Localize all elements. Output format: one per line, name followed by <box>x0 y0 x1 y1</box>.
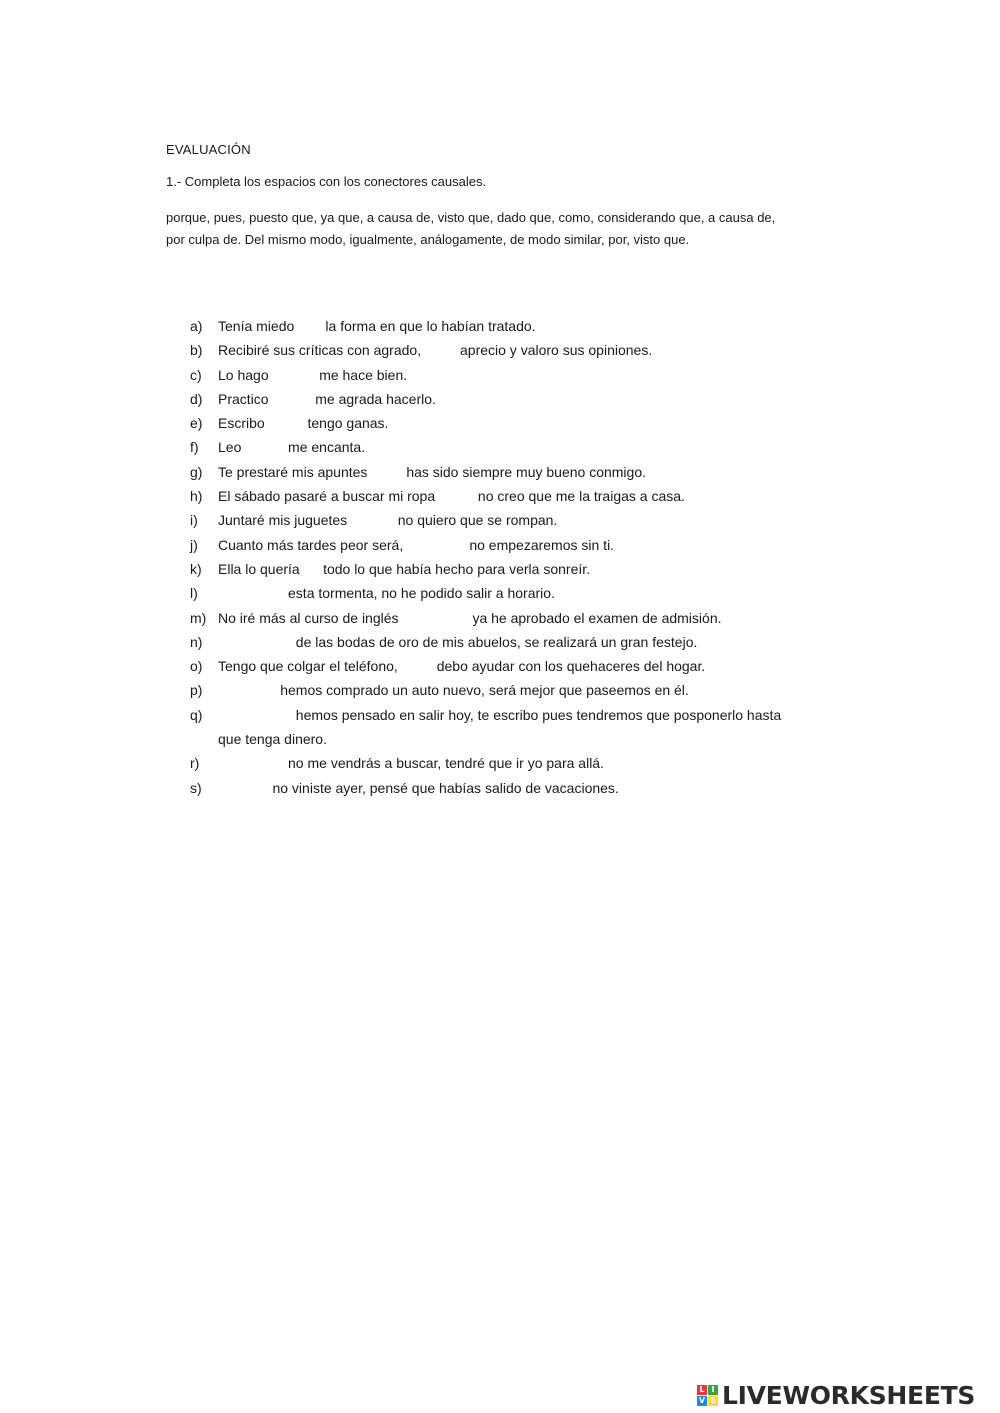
item-text-after: no quiero que se rompan. <box>397 512 558 529</box>
answer-blank[interactable] <box>218 682 280 698</box>
exercise-item <box>190 703 790 752</box>
logo-mark-icon <box>697 1385 718 1406</box>
item-text-after: has sido siempre muy bueno conmigo. <box>406 463 646 480</box>
exercise-item <box>190 411 790 435</box>
answer-blank[interactable] <box>347 512 398 528</box>
item-marker: l) <box>190 585 198 602</box>
exercise-item <box>190 508 790 532</box>
item-marker: q) <box>190 706 203 723</box>
item-marker: s) <box>190 779 202 796</box>
logo-tile: V <box>698 1395 706 1405</box>
item-marker: r) <box>190 755 200 772</box>
logo-tile: I <box>708 1385 718 1395</box>
item-text-after: hemos comprado un auto nuevo, será mejor que paseemos en él. <box>280 682 689 699</box>
item-text-after: esta tormenta, no he podido salir a horario. <box>288 585 555 602</box>
exercise-item <box>190 435 790 459</box>
item-text-before: Tenía miedo <box>218 318 295 334</box>
exercise-item <box>190 581 790 605</box>
item-text-after: no empezaremos sin ti. <box>469 536 615 553</box>
answer-blank[interactable] <box>241 439 288 455</box>
answer-blank[interactable] <box>218 755 288 771</box>
answer-blank[interactable] <box>218 585 288 601</box>
item-text-after: me agrada hacerlo. <box>315 390 436 407</box>
item-marker: e) <box>190 415 203 432</box>
item-text-before: Leo <box>218 439 242 456</box>
exercise-item <box>190 776 790 800</box>
answer-blank[interactable] <box>421 342 460 358</box>
item-text-after: ya he aprobado el examen de admisión. <box>472 609 722 626</box>
item-marker: f) <box>190 439 199 456</box>
answer-blank[interactable] <box>218 707 296 723</box>
answer-blank[interactable] <box>218 634 296 650</box>
item-text-after: la forma en que lo habían tratado. <box>325 318 536 334</box>
exercise-item <box>190 751 790 775</box>
item-marker: n) <box>190 633 203 650</box>
liveworksheets-logo <box>697 1377 975 1413</box>
item-text-before: Lo hago <box>218 366 269 383</box>
exercise-item <box>190 338 790 362</box>
item-marker: p) <box>190 682 203 699</box>
exercise-item <box>190 630 790 654</box>
exercise-item <box>190 557 790 581</box>
item-marker: o) <box>190 658 203 675</box>
item-marker: h) <box>190 488 203 505</box>
item-marker: i) <box>190 512 198 529</box>
answer-blank[interactable] <box>269 391 316 407</box>
exercise-item <box>190 678 790 702</box>
exercise-item <box>190 606 790 630</box>
exercise-item <box>190 387 790 411</box>
item-marker: m) <box>190 609 207 626</box>
answer-blank[interactable] <box>399 610 473 626</box>
item-text-before: No iré más al curso de inglés <box>218 609 399 626</box>
answer-blank[interactable] <box>435 488 478 504</box>
item-text-before: Practico <box>218 390 269 407</box>
answer-blank[interactable] <box>398 658 437 674</box>
item-text-after: debo ayudar con los quehaceres del hogar. <box>436 658 706 675</box>
item-marker: b) <box>190 342 203 359</box>
logo-text: LIVEWORKSHEETS <box>722 1380 976 1410</box>
item-text-after: aprecio y valoro sus opiniones. <box>460 342 653 359</box>
item-text-after: me hace bien. <box>319 366 408 383</box>
item-text-before: El sábado pasaré a buscar mi ropa <box>218 488 436 505</box>
item-text-after: me encanta. <box>288 439 366 456</box>
logo-tile: L <box>697 1385 707 1395</box>
item-text-before: Cuanto más tardes peor será, <box>218 536 404 553</box>
item-text-after: hemos pensado en salir hoy, te escribo pues tendremos que posponerlo hasta que tenga dinero. <box>218 706 782 748</box>
answer-blank[interactable] <box>265 415 308 431</box>
item-marker: j) <box>190 536 198 553</box>
item-marker: k) <box>190 560 202 577</box>
answer-blank[interactable] <box>218 780 272 796</box>
answer-blank[interactable] <box>367 464 406 480</box>
item-text-before: Recibiré sus críticas con agrado, <box>218 342 422 359</box>
item-text-before: Escribo <box>218 415 265 432</box>
word-bank: porque, pues, puesto que, ya que, a causa de, visto que, dado que, como, considerando que, a causa de, por culpa de. Del mismo modo, igualmente, análogamente, de modo similar, por, visto que. <box>166 210 776 247</box>
item-marker: g) <box>190 463 203 480</box>
item-marker: c) <box>190 366 202 383</box>
exercise-list <box>190 314 790 800</box>
item-text-before: Te prestaré mis apuntes <box>218 463 368 480</box>
exercise-item <box>190 533 790 557</box>
page-title: EVALUACIÓN <box>166 142 251 157</box>
answer-blank[interactable] <box>403 537 469 553</box>
exercise-item <box>190 314 790 338</box>
answer-blank[interactable] <box>300 561 323 577</box>
instruction: 1.- Completa los espacios con los conectores causales. <box>166 174 487 189</box>
item-text-after: no me vendrás a buscar, tendré que ir yo para allá. <box>288 755 604 772</box>
item-text-after: tengo ganas. <box>307 415 389 432</box>
item-text-before: Juntaré mis juguetes <box>218 512 348 529</box>
answer-blank[interactable] <box>269 367 320 383</box>
exercise-item <box>190 484 790 508</box>
item-text-after: todo lo que había hecho para verla sonreír. <box>323 560 591 577</box>
answer-blank[interactable] <box>294 318 325 334</box>
logo-tile: E <box>708 1396 718 1406</box>
exercise-item <box>190 363 790 387</box>
item-text-after: no viniste ayer, pensé que habías salido de vacaciones. <box>272 779 619 796</box>
item-text-before: Ella lo quería <box>218 560 300 577</box>
item-text-after: no creo que me la traigas a casa. <box>477 488 685 505</box>
exercise-item <box>190 654 790 678</box>
exercise-item <box>190 460 790 484</box>
item-marker: a) <box>190 318 203 334</box>
item-text-after: de las bodas de oro de mis abuelos, se realizará un gran festejo. <box>295 633 698 650</box>
item-marker: d) <box>190 390 203 407</box>
item-text-before: Tengo que colgar el teléfono, <box>218 658 398 675</box>
